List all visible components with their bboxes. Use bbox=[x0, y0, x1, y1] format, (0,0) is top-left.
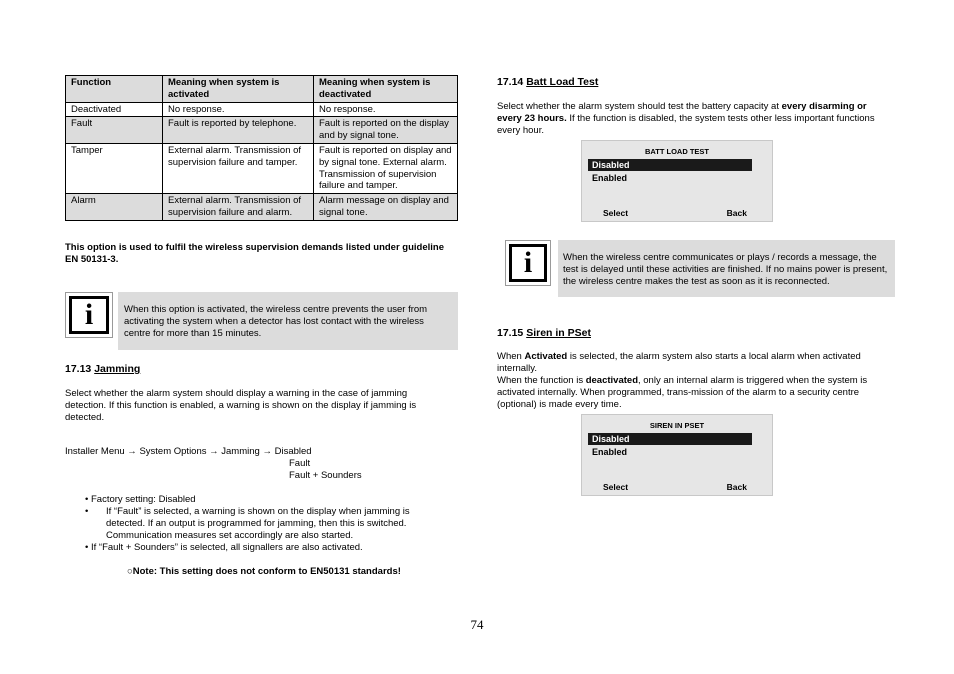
table-row bbox=[66, 194, 458, 221]
section-title: Siren in PSet bbox=[526, 327, 591, 339]
screen-title: BATT LOAD TEST bbox=[644, 147, 710, 156]
info-note-right: When the wireless centre communicates or plays / records a message, the test is delayed until these activities are finished. If no mains power is present, the wireless centre makes the test as soon as it is reconnected. bbox=[558, 240, 895, 297]
info-icon: i bbox=[509, 244, 547, 282]
column-header-deactivated: Meaning when system is deactivated bbox=[314, 76, 458, 103]
table-row bbox=[66, 117, 458, 144]
softkey-select: Select bbox=[603, 482, 629, 492]
jamming-bullet-list bbox=[85, 494, 433, 554]
screen-title: SIREN IN PSET bbox=[649, 421, 705, 430]
section-title: Batt Load Test bbox=[526, 76, 599, 88]
section-heading-siren-in-pset bbox=[497, 327, 591, 339]
menu-path: Installer Menu → System Options → Jamming → Disabled bbox=[65, 446, 312, 457]
guideline-note: This option is used to fulfil the wireless supervision demands listed under guideline EN 50131-3. bbox=[65, 242, 445, 265]
section-number: 17.13 bbox=[65, 363, 92, 375]
option-enabled: Enabled bbox=[592, 447, 628, 457]
circle-bullet-icon: ○ bbox=[127, 566, 133, 577]
list-item: • If “Fault” is selected, a warning is shown on the display when jamming is detected. If an output is programmed for jamming, then this is switched. Communication measures set accordingly are also started. bbox=[85, 506, 410, 541]
jamming-description: Select whether the alarm system should display a warning in the case of jamming detection. If this function is enabled, a warning is shown on the display if jamming is detected. bbox=[65, 388, 417, 423]
table-cell: Alarm bbox=[66, 194, 163, 221]
table-cell: Deactivated bbox=[66, 102, 163, 117]
table-cell: Fault is reported on display and by signal tone. External alarm. Transmission of supervision failure and tamper. bbox=[314, 143, 458, 193]
standards-note: ○Note: This setting does not conform to EN50131 standards! bbox=[127, 566, 401, 577]
siren-in-pset-screen bbox=[581, 414, 773, 496]
softkey-select: Select bbox=[603, 208, 629, 218]
section-title: Jamming bbox=[94, 363, 141, 375]
table-cell: No response. bbox=[163, 102, 314, 117]
table-cell: No response. bbox=[314, 102, 458, 117]
menu-option: Fault + Sounders bbox=[289, 470, 362, 481]
list-item: • Factory setting: Disabled bbox=[85, 494, 196, 505]
table-cell: Fault is reported on the display and by signal tone. bbox=[314, 117, 458, 144]
info-icon-frame bbox=[65, 292, 113, 338]
section-heading-jamming bbox=[65, 363, 140, 375]
softkey-back: Back bbox=[726, 208, 747, 218]
option-enabled: Enabled bbox=[592, 173, 628, 183]
option-disabled: Disabled bbox=[588, 159, 752, 171]
siren-paragraph-deactivated: When the function is deactivated, only an internal alarm is triggered when the system is activated internally. When programmed, trans-mission of the alarm to a security centre (optional) is made every time. bbox=[497, 375, 868, 410]
table-cell: External alarm. Transmission of supervision failure and tamper. bbox=[163, 143, 314, 193]
function-table bbox=[65, 75, 458, 221]
info-note-left: When this option is activated, the wireless centre prevents the user from activating the system when a detector has lost contact with the wireless centre for more than 15 minutes. bbox=[118, 292, 458, 350]
table-cell: Alarm message on display and signal tone. bbox=[314, 194, 458, 221]
table-row bbox=[66, 102, 458, 117]
softkey-back: Back bbox=[726, 482, 747, 492]
table-cell: External alarm. Transmission of supervision failure and alarm. bbox=[163, 194, 314, 221]
column-header-activated: Meaning when system is activated bbox=[163, 76, 314, 103]
table-cell: Tamper bbox=[66, 143, 163, 193]
section-heading-batt-load-test bbox=[497, 76, 598, 88]
list-item: • If “Fault + Sounders” is selected, all signallers are also activated. bbox=[85, 542, 363, 553]
batt-description: Select whether the alarm system should test the battery capacity at every disarming or every 23 hours. If the function is disabled, the system tests other less important functions every hour. bbox=[497, 101, 875, 136]
info-icon: i bbox=[69, 296, 109, 334]
column-header-function: Function bbox=[66, 76, 163, 103]
option-disabled: Disabled bbox=[588, 433, 752, 445]
section-number: 17.14 bbox=[497, 76, 524, 88]
siren-paragraph-activated: When Activated is selected, the alarm system also starts a local alarm when activated internally. bbox=[497, 351, 861, 374]
info-icon-frame bbox=[505, 240, 551, 286]
menu-option: Fault bbox=[289, 458, 311, 469]
table-cell: Fault is reported by telephone. bbox=[163, 117, 314, 144]
batt-load-test-screen bbox=[581, 140, 773, 222]
table-row bbox=[66, 143, 458, 193]
section-number: 17.15 bbox=[497, 327, 524, 339]
page-number: 74 bbox=[470, 617, 484, 632]
table-cell: Fault bbox=[66, 117, 163, 144]
